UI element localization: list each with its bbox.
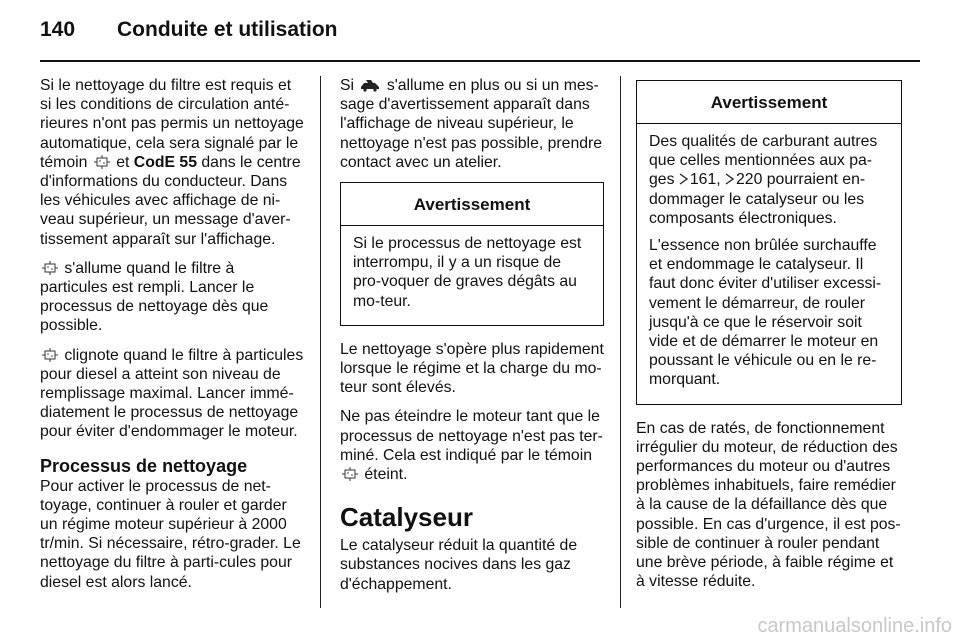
paragraph-text: clignote quand le filtre à particules pour diesel a atteint son niveau de remplissage maximal. Lancer immé-diatement le processus de nettoyage pour éviter d'endommager le moteur. (40, 346, 304, 441)
paragraph-text: Si (340, 77, 355, 94)
column-2 (340, 76, 604, 604)
warning-text: Si le processus de nettoyage est interrompu, il y a un risque de pro-voquer de graves dégâts au mo-teur. (353, 235, 582, 310)
code-label: CodE 55 (133, 153, 197, 171)
header-rule (40, 60, 920, 62)
paragraph-text: et (116, 153, 130, 171)
warning-title: Avertissement (637, 81, 901, 124)
column-divider (620, 76, 621, 608)
paragraph-text: dans le centre d'informations du conducteur. Dans les véhicules avec affichage de ni-veau supérieur, un message d'aver-tissement apparaît sur l'affichage. (40, 153, 301, 248)
section-heading: Catalyseur (340, 502, 473, 533)
paragraph (40, 346, 304, 442)
page-reference-icon[interactable] (725, 173, 734, 185)
paragraph (40, 259, 304, 336)
paragraph (340, 76, 604, 172)
warning-text (649, 132, 889, 228)
warning-text: L'essence non brûlée surchauffe et endommage le catalyseur. Il faut donc éviter d'utiliser excessi-vement le démarreur, de rouler jusqu'à ce que le réservoir soit vide et de démarrer le moteur en poussant le véhicule ou en le re-morquant. (649, 237, 882, 389)
diesel-particle-filter-icon (94, 155, 110, 169)
paragraph-text: éteint. (364, 466, 408, 484)
warning-title: Avertissement (341, 183, 603, 226)
paragraph-text: Si le nettoyage du filtre est requis et si les conditions de circulation anté-rieures n'ont pas permis un nettoyage automatique, cela sera signalé par le témoin (40, 77, 304, 171)
page-reference-icon[interactable] (679, 173, 688, 185)
warning-box (340, 182, 604, 326)
page-header (40, 18, 920, 48)
diesel-particle-filter-icon (342, 467, 358, 481)
paragraph: Le catalyseur réduit la quantité de substances nocives dans les gaz d'échappement. (340, 537, 578, 593)
service-vehicle-icon (360, 78, 380, 92)
column-1 (40, 76, 304, 602)
paragraph-text: s'allume quand le filtre à particules est rempli. Lancer le processus de nettoyage dès que possible. (40, 259, 269, 335)
section-heading: Processus de nettoyage (40, 455, 248, 476)
paragraph (340, 407, 604, 484)
column-3 (636, 76, 902, 601)
page-number: 140 (40, 18, 76, 41)
paragraph-text: Ne pas éteindre le moteur tant que le processus de nettoyage n'est pas ter-miné. Cela est indiqué par le témoin (340, 408, 603, 464)
paragraph-text: s'allume en plus ou si un mes-sage d'avertissement apparaît dans l'affichage de niveau supérieur, le nettoyage n'est pas possible, prendre contact avec un atelier. (340, 77, 603, 171)
chapter-title: Conduite et utilisation (117, 18, 338, 41)
diesel-particle-filter-icon (42, 348, 58, 362)
page-reference[interactable]: 161, (689, 171, 721, 189)
paragraph: Le nettoyage s'opère plus rapidement lorsque le régime et la charge du mo-teur sont élevés. (340, 340, 604, 397)
paragraph (40, 76, 304, 249)
paragraph-text: Des qualités de carburant autres que celles mentionnées aux pa-ges (649, 133, 878, 189)
diesel-particle-filter-icon (42, 261, 58, 275)
paragraph-text: 220 pourraient en-dommager le catalyseur ou les composants électroniques. (649, 171, 866, 227)
warning-box (636, 80, 902, 405)
watermark: carmanualsonline.info (757, 615, 952, 637)
paragraph: En cas de ratés, de fonctionnement irrégulier du moteur, de réduction des performances du moteur ou d'autres problèmes inhabituels, faire remédier à la cause de la défaillance dès que possible. En cas d'urgence, il est pos-sible de continuer à rouler pendant une brève période, à faible régime et à vitesse réduite. (636, 419, 901, 591)
paragraph: Pour activer le processus de net-toyage, continuer à rouler et garder un régime moteur supérieur à 2000 tr/min. Si nécessaire, rétro-grader. Le nettoyage du filtre à parti-cules pour diesel est alors lancé. (40, 477, 301, 591)
column-divider (320, 76, 321, 608)
